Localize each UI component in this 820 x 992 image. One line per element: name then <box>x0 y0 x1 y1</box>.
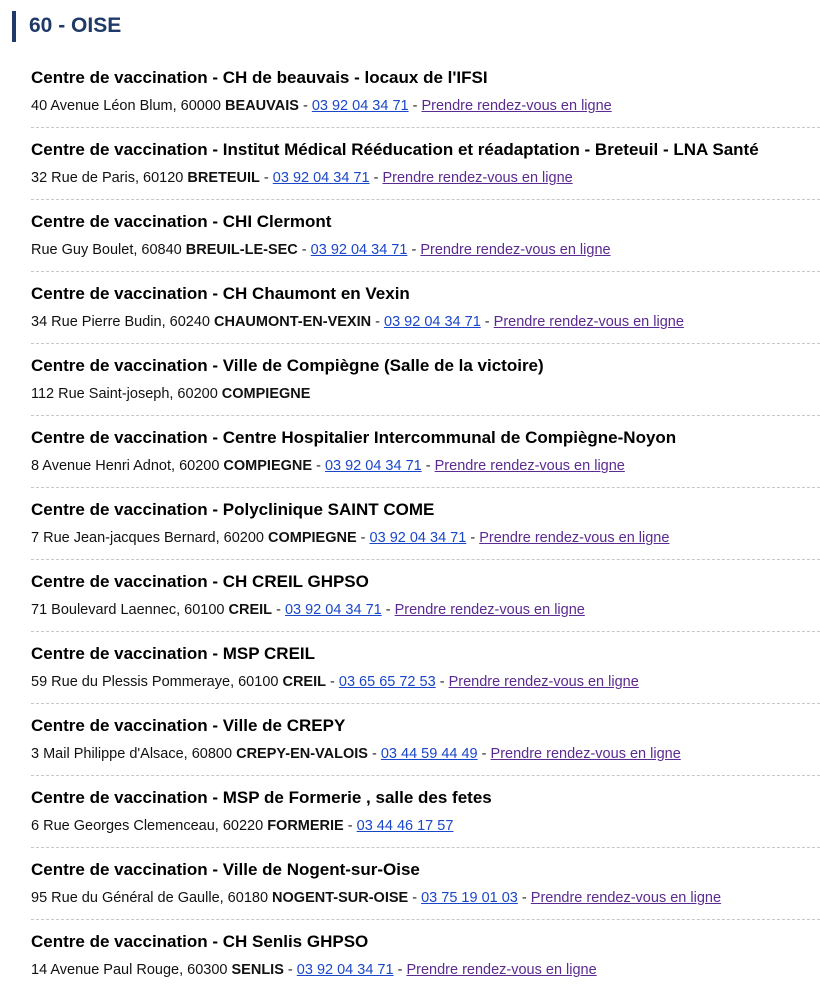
separator: - <box>302 98 308 114</box>
center-city: CREIL <box>282 674 326 690</box>
center-name: Centre de vaccination - MSP de Formerie , salle des fetes <box>31 788 492 807</box>
separator: - <box>411 242 417 258</box>
center-address: 95 Rue du Général de Gaulle, 60180 <box>31 890 269 906</box>
center-name: Centre de vaccination - Ville de Compiègne (Salle de la victoire) <box>31 356 544 375</box>
book-appointment-link[interactable]: Prendre rendez-vous en ligne <box>394 602 585 618</box>
separator: - <box>412 98 418 114</box>
center-address-line <box>31 601 585 619</box>
book-appointment-link[interactable]: Prendre rendez-vous en ligne <box>406 962 597 978</box>
separator: - <box>397 962 403 978</box>
center-name: Centre de vaccination - Centre Hospitalier Intercommunal de Compiègne-Noyon <box>31 428 677 447</box>
center-address: 7 Rue Jean-jacques Bernard, 60200 <box>31 530 264 546</box>
center-address-line <box>31 313 684 331</box>
section-header <box>0 0 820 50</box>
center-item <box>18 56 820 128</box>
center-address-line <box>31 817 453 835</box>
phone-link[interactable]: 03 92 04 34 71 <box>369 530 467 546</box>
center-address-line <box>31 457 625 475</box>
phone-link[interactable]: 03 92 04 34 71 <box>284 602 382 618</box>
separator: - <box>301 242 307 258</box>
center-address: Rue Guy Boulet, 60840 <box>31 242 182 258</box>
center-city: COMPIEGNE <box>221 386 311 402</box>
center-item <box>18 344 820 416</box>
phone-link[interactable]: 03 65 65 72 53 <box>338 674 436 690</box>
separator: - <box>373 170 379 186</box>
center-address-line <box>31 97 612 115</box>
phone-link[interactable]: 03 92 04 34 71 <box>296 962 394 978</box>
center-address-line <box>31 169 573 187</box>
center-address: 14 Avenue Paul Rouge, 60300 <box>31 962 228 978</box>
center-address: 8 Avenue Henri Adnot, 60200 <box>31 458 220 474</box>
center-item <box>18 776 820 848</box>
vaccination-center-list <box>18 56 820 992</box>
separator: - <box>385 602 391 618</box>
separator: - <box>316 458 321 474</box>
center-name: Centre de vaccination - Polyclinique SAINT COME <box>31 500 435 519</box>
center-city: SENLIS <box>231 962 284 978</box>
phone-link[interactable]: 03 92 04 34 71 <box>384 314 481 330</box>
center-city: COMPIEGNE <box>268 530 357 546</box>
section-title: 60 - OISE <box>29 14 122 37</box>
center-item <box>18 200 820 272</box>
phone-link[interactable]: 03 92 04 34 71 <box>310 242 408 258</box>
separator: - <box>371 746 377 762</box>
center-item <box>18 416 820 488</box>
book-appointment-link[interactable]: Prendre rendez-vous en ligne <box>382 170 573 186</box>
center-item <box>18 632 820 704</box>
separator: - <box>347 818 353 834</box>
center-address-line <box>31 745 681 763</box>
center-name: Centre de vaccination - CH CREIL GHPSO <box>31 572 369 591</box>
separator: - <box>481 746 487 762</box>
separator: - <box>330 674 335 690</box>
center-address-line <box>31 241 611 259</box>
center-name: Centre de vaccination - MSP CREIL <box>31 644 316 663</box>
separator: - <box>360 530 366 546</box>
separator: - <box>375 314 380 330</box>
phone-link[interactable]: 03 92 04 34 71 <box>311 98 409 114</box>
separator: - <box>484 314 490 330</box>
center-item <box>18 848 820 920</box>
center-item <box>18 920 820 992</box>
book-appointment-link[interactable]: Prendre rendez-vous en ligne <box>490 746 681 762</box>
center-name: Centre de vaccination - CH de beauvais - locaux de l'IFSI <box>31 68 488 87</box>
center-city: CREPY-EN-VALOIS <box>236 746 368 762</box>
center-city: BEAUVAIS <box>225 98 299 114</box>
center-address-line <box>31 961 597 979</box>
separator: - <box>521 890 527 906</box>
phone-link[interactable]: 03 44 59 44 49 <box>380 746 478 762</box>
center-city: FORMERIE <box>267 818 344 834</box>
center-city: NOGENT-SUR-OISE <box>272 890 409 906</box>
book-appointment-link[interactable]: Prendre rendez-vous en ligne <box>479 530 670 546</box>
separator: - <box>470 530 476 546</box>
center-name: Centre de vaccination - Ville de CREPY <box>31 716 346 735</box>
book-appointment-link[interactable]: Prendre rendez-vous en ligne <box>421 98 612 114</box>
center-city: BREUIL-LE-SEC <box>185 242 298 258</box>
center-address: 71 Boulevard Laennec, 60100 <box>31 602 225 618</box>
center-name: Centre de vaccination - CH Senlis GHPSO <box>31 932 369 951</box>
center-name: Centre de vaccination - CH Chaumont en Vexin <box>31 284 410 303</box>
center-name: Centre de vaccination - CHI Clermont <box>31 212 332 231</box>
center-address: 3 Mail Philippe d'Alsace, 60800 <box>31 746 233 762</box>
book-appointment-link[interactable]: Prendre rendez-vous en ligne <box>434 458 625 474</box>
separator: - <box>412 890 418 906</box>
phone-link[interactable]: 03 92 04 34 71 <box>324 458 422 474</box>
center-name: Centre de vaccination - Ville de Nogent-sur-Oise <box>31 860 420 879</box>
center-address: 34 Rue Pierre Budin, 60240 <box>31 314 210 330</box>
center-item <box>18 704 820 776</box>
phone-link[interactable]: 03 44 46 17 57 <box>356 818 454 834</box>
center-address: 6 Rue Georges Clemenceau, 60220 <box>31 818 264 834</box>
phone-link[interactable]: 03 92 04 34 71 <box>272 170 370 186</box>
center-address: 59 Rue du Plessis Pommeraye, 60100 <box>31 674 279 690</box>
center-address: 40 Avenue Léon Blum, 60000 <box>31 98 222 114</box>
center-address-line <box>31 385 310 403</box>
center-city: BRETEUIL <box>187 170 260 186</box>
section-accent-bar <box>12 11 16 42</box>
center-name: Centre de vaccination - Institut Médical Rééducation et réadaptation - Breteuil - LNA Santé <box>31 140 759 159</box>
center-address-line <box>31 889 721 907</box>
center-address: 112 Rue Saint-joseph, 60200 <box>31 386 218 402</box>
center-city: COMPIEGNE <box>223 458 313 474</box>
center-address-line <box>31 529 669 547</box>
separator: - <box>287 962 293 978</box>
phone-link[interactable]: 03 75 19 01 03 <box>421 890 518 906</box>
separator: - <box>439 674 445 690</box>
center-city: CREIL <box>228 602 273 618</box>
book-appointment-link[interactable]: Prendre rendez-vous en ligne <box>420 242 611 258</box>
center-item <box>18 272 820 344</box>
separator: - <box>425 458 431 474</box>
separator: - <box>263 170 269 186</box>
center-address: 32 Rue de Paris, 60120 <box>31 170 184 186</box>
separator: - <box>276 602 281 618</box>
book-appointment-link[interactable]: Prendre rendez-vous en ligne <box>530 890 722 906</box>
book-appointment-link[interactable]: Prendre rendez-vous en ligne <box>493 314 684 330</box>
book-appointment-link[interactable]: Prendre rendez-vous en ligne <box>448 674 639 690</box>
center-item <box>18 560 820 632</box>
center-city: CHAUMONT-EN-VEXIN <box>214 314 372 330</box>
center-item <box>18 488 820 560</box>
center-item <box>18 128 820 200</box>
center-address-line <box>31 673 639 691</box>
